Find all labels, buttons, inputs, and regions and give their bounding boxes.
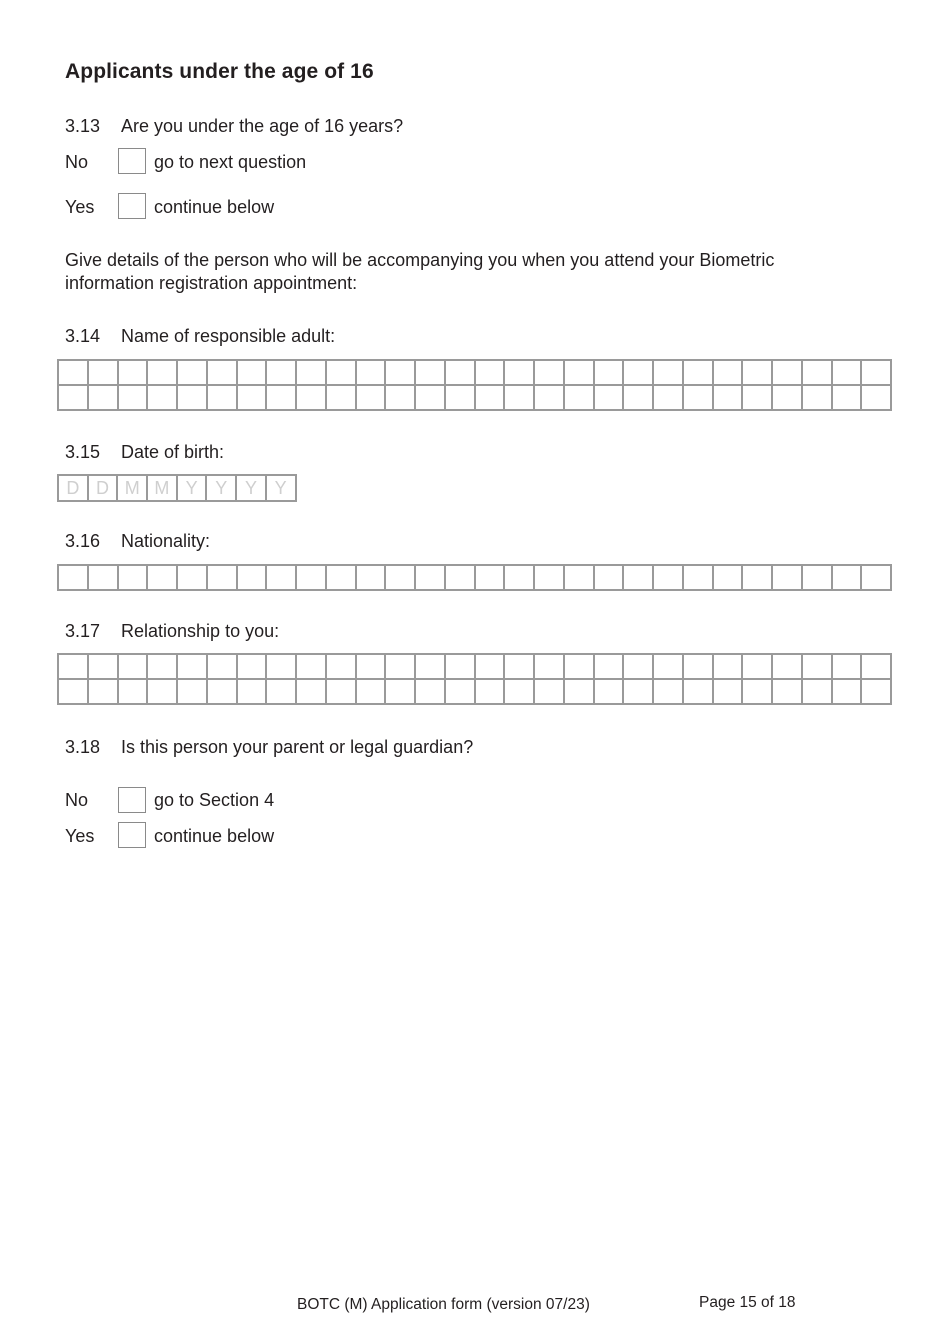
- input-cell[interactable]: [476, 566, 506, 591]
- input-cell[interactable]: [803, 566, 833, 591]
- input-cell[interactable]: [714, 680, 744, 705]
- input-cell[interactable]: [148, 680, 178, 705]
- input-cell[interactable]: [327, 361, 357, 386]
- input-cell[interactable]: [833, 386, 863, 411]
- input-cell[interactable]: [119, 386, 149, 411]
- input-cell[interactable]: [624, 361, 654, 386]
- input-cell[interactable]: [446, 655, 476, 680]
- question-number: 3.14: [65, 326, 101, 346]
- input-cell[interactable]: [505, 386, 535, 411]
- question-3-13: [65, 115, 403, 138]
- question-text: Relationship to you:: [121, 621, 280, 641]
- question-number: 3.13: [65, 116, 101, 136]
- input-cell[interactable]: [119, 680, 149, 705]
- input-cell[interactable]: [327, 386, 357, 411]
- q318-yes-label: Yes: [65, 826, 95, 846]
- input-cell[interactable]: [386, 566, 416, 591]
- input-cell[interactable]: [416, 655, 446, 680]
- input-cell[interactable]: [89, 361, 119, 386]
- input-cell[interactable]: [833, 566, 863, 591]
- input-cell[interactable]: [743, 680, 773, 705]
- input-cell[interactable]: [297, 655, 327, 680]
- input-cell[interactable]: [773, 680, 803, 705]
- input-cell[interactable]: [833, 655, 863, 680]
- input-cell[interactable]: [654, 386, 684, 411]
- input-cell[interactable]: [476, 680, 506, 705]
- nationality-input-grid[interactable]: [57, 564, 892, 591]
- dob-cell[interactable]: M: [118, 476, 148, 502]
- input-cell[interactable]: [624, 566, 654, 591]
- input-cell[interactable]: [773, 386, 803, 411]
- dob-cell[interactable]: Y: [207, 476, 237, 502]
- input-cell[interactable]: [386, 386, 416, 411]
- q313-yes-label: Yes: [65, 197, 95, 217]
- input-cell[interactable]: [743, 361, 773, 386]
- input-cell[interactable]: [148, 361, 178, 386]
- input-cell[interactable]: [803, 680, 833, 705]
- input-cell[interactable]: [624, 655, 654, 680]
- input-cell[interactable]: [476, 361, 506, 386]
- input-cell[interactable]: [535, 386, 565, 411]
- input-cell[interactable]: [743, 655, 773, 680]
- input-cell[interactable]: [446, 386, 476, 411]
- input-cell[interactable]: [416, 361, 446, 386]
- input-cell[interactable]: [803, 386, 833, 411]
- dob-cell[interactable]: Y: [267, 476, 297, 502]
- input-cell[interactable]: [803, 361, 833, 386]
- input-cell[interactable]: [684, 566, 714, 591]
- input-cell[interactable]: [357, 655, 387, 680]
- input-cell[interactable]: [357, 680, 387, 705]
- input-cell[interactable]: [59, 655, 89, 680]
- input-cell[interactable]: [714, 361, 744, 386]
- input-cell[interactable]: [267, 361, 297, 386]
- input-cell[interactable]: [59, 680, 89, 705]
- question-3-17: [65, 620, 279, 643]
- dob-cell[interactable]: M: [148, 476, 178, 502]
- dob-cell[interactable]: Y: [178, 476, 208, 502]
- input-cell[interactable]: [505, 361, 535, 386]
- input-cell[interactable]: [297, 680, 327, 705]
- input-cell[interactable]: [595, 655, 625, 680]
- input-cell[interactable]: [862, 386, 892, 411]
- input-cell[interactable]: [267, 655, 297, 680]
- dob-cell[interactable]: D: [89, 476, 119, 502]
- question-number: 3.16: [65, 531, 101, 551]
- input-cell[interactable]: [357, 386, 387, 411]
- question-text: Date of birth:: [121, 442, 225, 462]
- input-cell[interactable]: [416, 386, 446, 411]
- input-cell[interactable]: [59, 361, 89, 386]
- input-cell[interactable]: [59, 386, 89, 411]
- input-cell[interactable]: [89, 655, 119, 680]
- input-cell[interactable]: [654, 361, 684, 386]
- q313-no-label: No: [65, 152, 89, 172]
- input-cell[interactable]: [208, 680, 238, 705]
- input-cell[interactable]: [684, 361, 714, 386]
- input-cell[interactable]: [357, 361, 387, 386]
- input-cell[interactable]: [476, 386, 506, 411]
- input-cell[interactable]: [238, 386, 268, 411]
- question-text: Nationality:: [121, 531, 211, 551]
- input-cell[interactable]: [862, 655, 892, 680]
- input-cell[interactable]: [148, 386, 178, 411]
- input-cell[interactable]: [386, 655, 416, 680]
- input-cell[interactable]: [505, 655, 535, 680]
- name-input-grid[interactable]: [57, 359, 892, 411]
- dob-cell[interactable]: D: [59, 476, 89, 502]
- input-cell[interactable]: [595, 566, 625, 591]
- input-cell[interactable]: [89, 680, 119, 705]
- input-cell[interactable]: [535, 361, 565, 386]
- input-cell[interactable]: [208, 361, 238, 386]
- input-cell[interactable]: [208, 386, 238, 411]
- input-cell[interactable]: [654, 680, 684, 705]
- input-cell[interactable]: [505, 680, 535, 705]
- input-cell[interactable]: [684, 655, 714, 680]
- input-cell[interactable]: [59, 566, 89, 591]
- footer-form-name: BOTC (M) Application form (version 07/23): [297, 1296, 590, 1313]
- input-cell[interactable]: [386, 680, 416, 705]
- input-cell[interactable]: [446, 566, 476, 591]
- input-cell[interactable]: [327, 680, 357, 705]
- question-3-18: [65, 736, 473, 759]
- input-cell[interactable]: [238, 361, 268, 386]
- input-cell[interactable]: [238, 566, 268, 591]
- input-cell[interactable]: [148, 655, 178, 680]
- input-cell[interactable]: [446, 680, 476, 705]
- input-cell[interactable]: [803, 655, 833, 680]
- input-cell[interactable]: [178, 680, 208, 705]
- intro-line-1: Give details of the person who will be accompanying you when you attend your Biometric: [65, 250, 775, 270]
- q313-no-checkbox[interactable]: [118, 148, 146, 174]
- input-cell[interactable]: [565, 386, 595, 411]
- input-cell[interactable]: [595, 386, 625, 411]
- input-cell[interactable]: [743, 386, 773, 411]
- input-cell[interactable]: [595, 680, 625, 705]
- input-cell[interactable]: [327, 566, 357, 591]
- intro-text: [65, 249, 774, 295]
- input-cell[interactable]: [119, 361, 149, 386]
- input-cell[interactable]: [89, 566, 119, 591]
- input-cell[interactable]: [178, 361, 208, 386]
- input-cell[interactable]: [595, 361, 625, 386]
- input-cell[interactable]: [446, 361, 476, 386]
- input-cell[interactable]: [267, 566, 297, 591]
- q313-no-note: go to next question: [154, 152, 307, 172]
- input-cell[interactable]: [565, 566, 595, 591]
- input-cell[interactable]: [119, 566, 149, 591]
- q318-yes-note: continue below: [154, 826, 275, 846]
- input-cell[interactable]: [624, 680, 654, 705]
- input-cell[interactable]: [148, 566, 178, 591]
- input-cell[interactable]: [565, 361, 595, 386]
- input-cell[interactable]: [238, 655, 268, 680]
- question-number: 3.15: [65, 442, 101, 462]
- input-cell[interactable]: [743, 566, 773, 591]
- intro-line-2: information registration appointment:: [65, 273, 358, 293]
- input-cell[interactable]: [386, 361, 416, 386]
- question-number: 3.17: [65, 621, 101, 641]
- input-cell[interactable]: [654, 566, 684, 591]
- input-cell[interactable]: [535, 566, 565, 591]
- input-cell[interactable]: [862, 361, 892, 386]
- q313-yes-checkbox[interactable]: [118, 193, 146, 219]
- input-cell[interactable]: [119, 655, 149, 680]
- input-cell[interactable]: [327, 655, 357, 680]
- input-cell[interactable]: [862, 566, 892, 591]
- input-cell[interactable]: [178, 566, 208, 591]
- input-cell[interactable]: [297, 386, 327, 411]
- input-cell[interactable]: [624, 386, 654, 411]
- input-cell[interactable]: [862, 680, 892, 705]
- input-cell[interactable]: [267, 680, 297, 705]
- input-cell[interactable]: [238, 680, 268, 705]
- input-cell[interactable]: [357, 566, 387, 591]
- input-cell[interactable]: [416, 566, 446, 591]
- input-cell[interactable]: [565, 655, 595, 680]
- question-text: Are you under the age of 16 years?: [121, 116, 404, 136]
- footer-page-number: Page 15 of 18: [699, 1294, 796, 1311]
- input-cell[interactable]: [416, 680, 446, 705]
- dob-cell[interactable]: Y: [237, 476, 267, 502]
- input-cell[interactable]: [654, 655, 684, 680]
- question-text: Is this person your parent or legal guardian?: [121, 737, 474, 757]
- q318-yes-checkbox[interactable]: [118, 822, 146, 848]
- input-cell[interactable]: [714, 386, 744, 411]
- q318-no-label: No: [65, 790, 89, 810]
- input-cell[interactable]: [535, 680, 565, 705]
- input-cell[interactable]: [267, 386, 297, 411]
- input-cell[interactable]: [714, 566, 744, 591]
- input-cell[interactable]: [833, 361, 863, 386]
- input-cell[interactable]: [833, 680, 863, 705]
- question-number: 3.18: [65, 737, 101, 757]
- input-cell[interactable]: [476, 655, 506, 680]
- input-cell[interactable]: [535, 655, 565, 680]
- question-text: Name of responsible adult:: [121, 326, 336, 346]
- input-cell[interactable]: [178, 386, 208, 411]
- question-3-16: [65, 530, 210, 553]
- question-3-14: [65, 325, 335, 348]
- input-cell[interactable]: [297, 566, 327, 591]
- input-cell[interactable]: [178, 655, 208, 680]
- input-cell[interactable]: [297, 361, 327, 386]
- input-cell[interactable]: [773, 361, 803, 386]
- input-cell[interactable]: [773, 566, 803, 591]
- section-title: Applicants under the age of 16: [65, 60, 374, 83]
- relationship-input-grid[interactable]: [57, 653, 892, 705]
- input-cell[interactable]: [714, 655, 744, 680]
- input-cell[interactable]: [565, 680, 595, 705]
- q318-no-checkbox[interactable]: [118, 787, 146, 813]
- q318-no-note: go to Section 4: [154, 790, 275, 810]
- input-cell[interactable]: [684, 680, 714, 705]
- input-cell[interactable]: [89, 386, 119, 411]
- q313-yes-note: continue below: [154, 197, 275, 217]
- input-cell[interactable]: [208, 566, 238, 591]
- input-cell[interactable]: [505, 566, 535, 591]
- question-3-15: [65, 441, 224, 464]
- dob-input-grid[interactable]: [57, 474, 297, 502]
- input-cell[interactable]: [773, 655, 803, 680]
- input-cell[interactable]: [684, 386, 714, 411]
- input-cell[interactable]: [208, 655, 238, 680]
